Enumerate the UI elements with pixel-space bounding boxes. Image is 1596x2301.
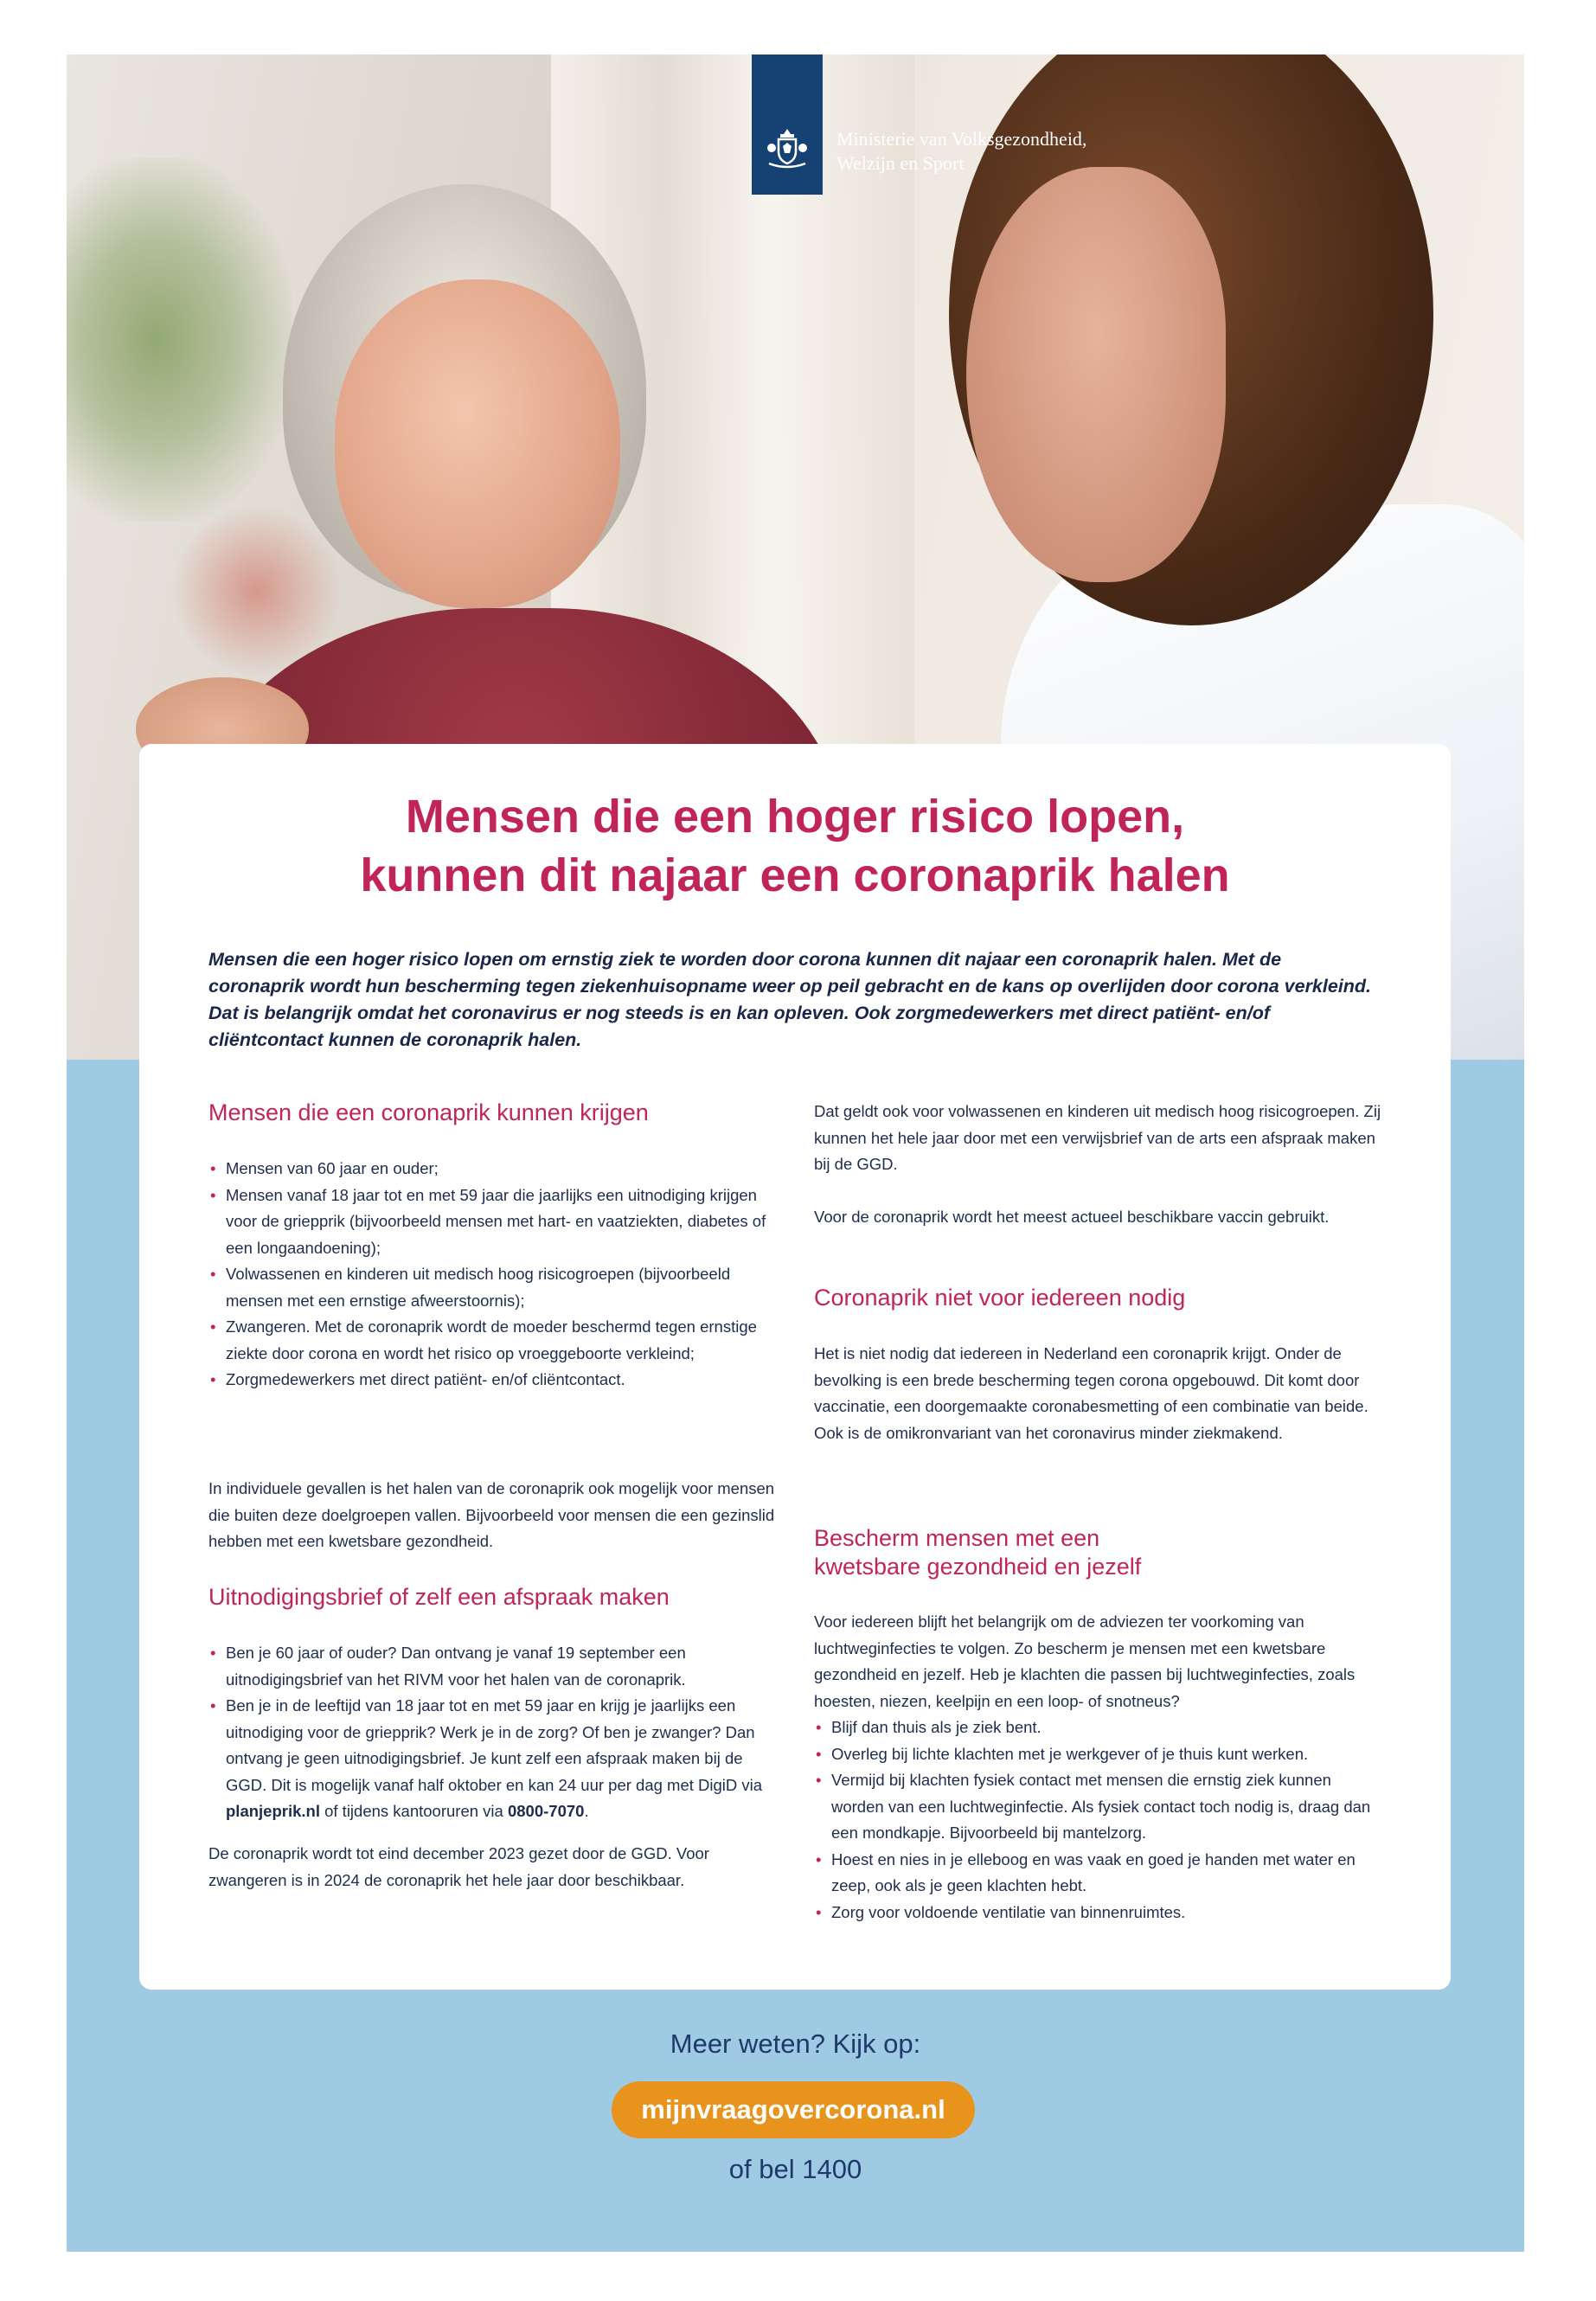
list-item: • Zwangeren. Met de coronaprik wordt de moeder beschermd tegen ernstige ziekte door corona en wordt het risico op vroeggeboorte verkleind; [208, 1314, 779, 1367]
planjeprik-link[interactable]: planjeprik.nl [226, 1802, 320, 1820]
section-heading-who: Mensen die een coronaprik kunnen krijgen [208, 1099, 649, 1125]
list-item: • Blijf dan thuis als je ziek bent. [814, 1715, 1385, 1741]
list-item: • Hoest en nies in je elleboog en was vaak en goed je handen met water en zeep, ook als je geen klachten hebt. [814, 1847, 1385, 1900]
advice-list [814, 1715, 1385, 1926]
list-item: • Volwassenen en kinderen uit medisch hoog risicogroepen (bijvoorbeeld mensen met een ernstige afweerstoornis); [208, 1261, 779, 1314]
list-item: • Mensen van 60 jaar en ouder; [208, 1156, 779, 1183]
list-item: • Mensen vanaf 18 jaar tot en met 59 jaar die jaarlijks een uitnodiging krijgen voor de griepprik (bijvoorbeeld mensen met hart- en vaatziekten, diabetes of een longaandoening); [208, 1183, 779, 1262]
phone-text: of bel 1400 [728, 2154, 862, 2184]
intro-text: Mensen die een hoger risico lopen om ernstig ziek te worden door corona kunnen dit najaar een coronaprik halen. Met de coronaprik wordt hun bescherming tegen ziekenhuisopname weer op peil gebracht en de kans op overlijden door corona verkleind. Dat is belangrijk omdat het coronavirus er nog steeds is en kan opleven. Ook zorgmedewerkers met direct patiënt- en/of cliëntcontact kunnen de coronaprik halen. [208, 949, 1372, 1050]
page-title: Mensen die een hoger risico lopen, kunnen dit najaar een coronaprik halen [360, 791, 1230, 901]
risk-groups-text: Dat geldt ook voor volwassenen en kinderen uit medisch hoog risicogroepen. Zij kunnen het hele jaar door met een verwijsbrief van de arts een afspraak maken bij de GGD. [814, 1102, 1381, 1173]
government-logo [752, 54, 823, 195]
individual-cases-text: In individuele gevallen is het halen van de coronaprik ook mogelijk voor mensen die buiten deze doelgroepen vallen. Bijvoorbeeld voor mensen die een gezinslid hebben met een kwetsbare gezondheid. [208, 1479, 775, 1550]
list-item: • Overleg bij lichte klachten met je werkgever of je thuis kunt werken. [814, 1741, 1385, 1768]
content-card [139, 744, 1451, 1990]
list-item: • Zorgmedewerkers met direct patiënt- en/of cliëntcontact. [208, 1367, 779, 1394]
invitation-list [208, 1640, 779, 1825]
eligible-list [208, 1156, 779, 1394]
vaccine-text: Voor de coronaprik wordt het meest actueel beschikbare vaccin gebruikt. [814, 1208, 1330, 1226]
advice-text: Voor iedereen blijft het belangrijk om de adviezen ter voorkoming van luchtweginfecties te volgen. Zo bescherm je mensen met een kwetsbare gezondheid en jezelf. Heb je klachten die passen bij luchtweginfecties, zoals hoesten, niezen, keelpijn en een loop- of snotneus? [814, 1612, 1356, 1710]
schedule-text: De coronaprik wordt tot eind december 2023 gezet door de GGD. Voor zwangeren is in 2024 de coronaprik het hele jaar door beschikbaar. [208, 1844, 709, 1889]
poster [67, 54, 1524, 2252]
more-info-text: Meer weten? Kijk op: [670, 2029, 921, 2059]
coat-of-arms-icon [766, 125, 809, 169]
section-heading-protect: Bescherm mensen met een kwetsbare gezondheid en jezelf [814, 1525, 1142, 1580]
list-item: • Ben je 60 jaar of ouder? Dan ontvang je vanaf 19 september een uitnodigingsbrief van het RIVM voor het halen van de coronaprik. [208, 1640, 779, 1693]
list-item: • Ben je in de leeftijd van 18 jaar tot en met 59 jaar en krijg je jaarlijks een uitnodiging voor de griepprik? Werk je in de zorg? Of ben je zwanger? Dan ontvang je geen uitnodigingsbrief. Je kunt zelf een afspraak maken bij de GGD. Dit is mogelijk vanaf half oktober en kan 24 uur per dag met DigiD via planjeprik.nl of tijdens kantooruren via 0800-7070. [208, 1693, 779, 1825]
phone-number[interactable]: 0800-7070 [507, 1802, 585, 1820]
section-heading-not-needed: Coronaprik niet voor iedereen nodig [814, 1285, 1186, 1311]
website-button[interactable]: mijnvraagovercorona.nl [612, 2081, 975, 2138]
list-item: • Vermijd bij klachten fysiek contact met mensen die ernstig ziek kunnen worden van een luchtweginfectie. Als fysiek contact toch nodig is, draag dan een mondkapje. Bijvoorbeeld bij mantelzorg. [814, 1767, 1385, 1847]
not-needed-text: Het is niet nodig dat iedereen in Nederland een coronaprik krijgt. Onder de bevolking is een brede bescherming tegen corona opgebouwd. Dit komt door vaccinatie, een doorgemaakte coronabesmetting of een combinatie van beide. Ook is de omikronvariant van het coronavirus minder ziekmakend. [814, 1344, 1368, 1442]
section-heading-invitation: Uitnodigingsbrief of zelf een afspraak maken [208, 1584, 670, 1610]
list-item: • Zorg voor voldoende ventilatie van binnenruimtes. [814, 1900, 1385, 1926]
ministry-name: Ministerie van Volksgezondheid, Welzijn en Sport [836, 128, 1087, 174]
